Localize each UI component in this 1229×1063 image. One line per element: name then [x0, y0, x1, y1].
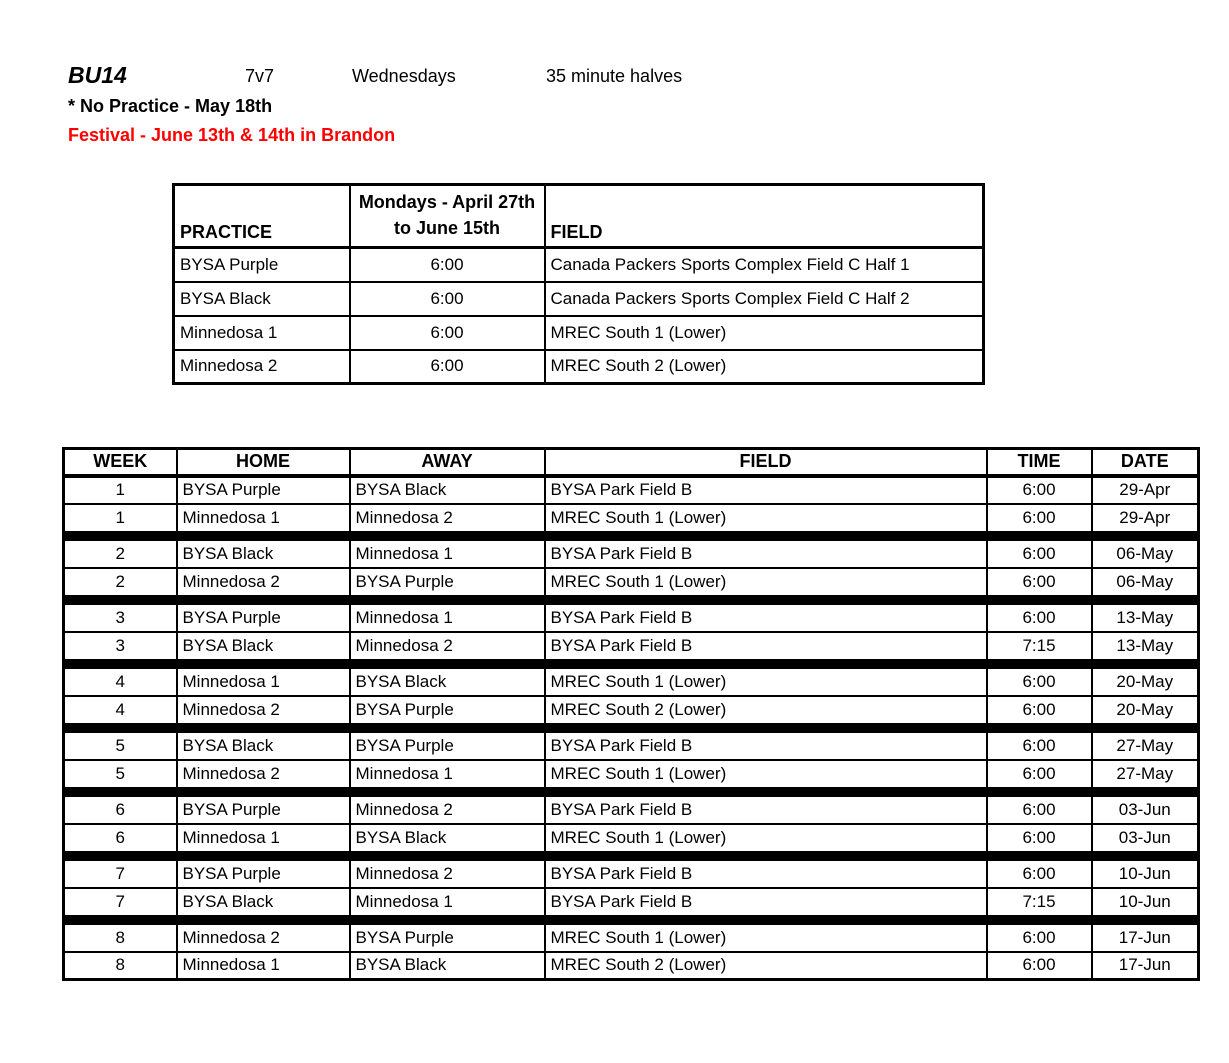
- home-cell: Minnedosa 1: [177, 952, 350, 980]
- away-cell: Minnedosa 2: [350, 860, 545, 888]
- practice-team-cell: Minnedosa 2: [174, 350, 350, 384]
- field-cell: MREC South 1 (Lower): [545, 568, 987, 596]
- practice-header-schedule: Mondays - April 27th to June 15th: [350, 185, 545, 248]
- format-label: 7v7: [245, 66, 275, 86]
- away-cell: BYSA Black: [350, 668, 545, 696]
- time-cell: 6:00: [987, 540, 1092, 568]
- practice-table-body: [174, 248, 984, 384]
- schedule-row: [64, 568, 1199, 596]
- week-separator: [64, 852, 1199, 860]
- date-cell: 27-May: [1092, 732, 1199, 760]
- away-cell: Minnedosa 1: [350, 888, 545, 916]
- time-cell: 6:00: [987, 952, 1092, 980]
- date-cell: 17-Jun: [1092, 924, 1199, 952]
- field-cell: MREC South 1 (Lower): [545, 668, 987, 696]
- practice-team-cell: Minnedosa 1: [174, 316, 350, 350]
- week-cell: 4: [64, 668, 177, 696]
- schedule-header-time: TIME: [987, 449, 1092, 476]
- week-cell: 3: [64, 604, 177, 632]
- date-cell: 06-May: [1092, 568, 1199, 596]
- schedule-row: [64, 760, 1199, 788]
- time-cell: 6:00: [987, 824, 1092, 852]
- date-cell: 20-May: [1092, 696, 1199, 724]
- no-practice-note: * No Practice - May 18th: [68, 96, 273, 116]
- schedule-row: [64, 540, 1199, 568]
- home-cell: Minnedosa 1: [177, 504, 350, 532]
- schedule-header-away: AWAY: [350, 449, 545, 476]
- title-row: [68, 62, 828, 90]
- time-cell: 6:00: [987, 696, 1092, 724]
- schedule-row: [64, 952, 1199, 980]
- away-cell: Minnedosa 2: [350, 632, 545, 660]
- practice-time-cell: 6:00: [350, 316, 545, 350]
- game-day-label: Wednesdays: [352, 66, 456, 86]
- home-cell: Minnedosa 2: [177, 924, 350, 952]
- week-cell: 2: [64, 540, 177, 568]
- home-cell: BYSA Purple: [177, 476, 350, 504]
- home-cell: Minnedosa 1: [177, 824, 350, 852]
- schedule-row: [64, 604, 1199, 632]
- field-cell: BYSA Park Field B: [545, 604, 987, 632]
- time-cell: 6:00: [987, 860, 1092, 888]
- week-cell: 5: [64, 760, 177, 788]
- field-cell: BYSA Park Field B: [545, 540, 987, 568]
- week-cell: 5: [64, 732, 177, 760]
- field-cell: MREC South 1 (Lower): [545, 924, 987, 952]
- practice-row: [174, 282, 984, 316]
- week-cell: 3: [64, 632, 177, 660]
- date-cell: 03-Jun: [1092, 824, 1199, 852]
- field-cell: BYSA Park Field B: [545, 632, 987, 660]
- time-cell: 7:15: [987, 632, 1092, 660]
- practice-row: [174, 316, 984, 350]
- field-cell: MREC South 1 (Lower): [545, 760, 987, 788]
- week-cell: 2: [64, 568, 177, 596]
- away-cell: Minnedosa 1: [350, 760, 545, 788]
- date-cell: 10-Jun: [1092, 860, 1199, 888]
- date-cell: 29-Apr: [1092, 504, 1199, 532]
- week-separator: [64, 532, 1199, 540]
- home-cell: BYSA Black: [177, 632, 350, 660]
- schedule-header-field: FIELD: [545, 449, 987, 476]
- festival-note: Festival - June 13th & 14th in Brandon: [68, 125, 396, 145]
- away-cell: BYSA Black: [350, 824, 545, 852]
- week-cell: 6: [64, 824, 177, 852]
- date-cell: 13-May: [1092, 604, 1199, 632]
- practice-row: [174, 248, 984, 282]
- practice-team-cell: BYSA Black: [174, 282, 350, 316]
- practice-table: [172, 183, 985, 385]
- field-cell: BYSA Park Field B: [545, 796, 987, 824]
- practice-row: [174, 350, 984, 384]
- practice-header-team: PRACTICE: [174, 185, 350, 248]
- home-cell: Minnedosa 2: [177, 696, 350, 724]
- schedule-header-home: HOME: [177, 449, 350, 476]
- schedule-row: [64, 824, 1199, 852]
- date-cell: 29-Apr: [1092, 476, 1199, 504]
- field-cell: BYSA Park Field B: [545, 476, 987, 504]
- week-cell: 1: [64, 504, 177, 532]
- home-cell: BYSA Purple: [177, 604, 350, 632]
- week-cell: 8: [64, 924, 177, 952]
- time-cell: 6:00: [987, 568, 1092, 596]
- home-cell: BYSA Black: [177, 888, 350, 916]
- week-separator: [64, 660, 1199, 668]
- home-cell: BYSA Purple: [177, 860, 350, 888]
- home-cell: Minnedosa 2: [177, 760, 350, 788]
- home-cell: BYSA Black: [177, 732, 350, 760]
- time-cell: 6:00: [987, 924, 1092, 952]
- home-cell: Minnedosa 2: [177, 568, 350, 596]
- field-cell: MREC South 2 (Lower): [545, 952, 987, 980]
- time-cell: 7:15: [987, 888, 1092, 916]
- home-cell: Minnedosa 1: [177, 668, 350, 696]
- week-separator: [64, 596, 1199, 604]
- practice-time-cell: 6:00: [350, 282, 545, 316]
- practice-field-cell: MREC South 1 (Lower): [545, 316, 984, 350]
- week-separator-bar: [64, 852, 1199, 860]
- week-cell: 7: [64, 860, 177, 888]
- week-separator-bar: [64, 596, 1199, 604]
- week-separator: [64, 724, 1199, 732]
- week-separator-bar: [64, 724, 1199, 732]
- week-cell: 8: [64, 952, 177, 980]
- time-cell: 6:00: [987, 732, 1092, 760]
- week-separator-bar: [64, 788, 1199, 796]
- schedule-row: [64, 796, 1199, 824]
- field-cell: BYSA Park Field B: [545, 732, 987, 760]
- schedule-header-row: [64, 449, 1199, 476]
- away-cell: BYSA Purple: [350, 732, 545, 760]
- date-cell: 03-Jun: [1092, 796, 1199, 824]
- halves-label: 35 minute halves: [546, 66, 683, 86]
- week-separator: [64, 788, 1199, 796]
- practice-header-field: FIELD: [545, 185, 984, 248]
- away-cell: Minnedosa 1: [350, 540, 545, 568]
- week-separator-bar: [64, 532, 1199, 540]
- page-title: BU14: [68, 62, 127, 88]
- date-cell: 17-Jun: [1092, 952, 1199, 980]
- practice-field-cell: Canada Packers Sports Complex Field C Half 2: [545, 282, 984, 316]
- practice-header-row: [174, 185, 984, 248]
- date-cell: 06-May: [1092, 540, 1199, 568]
- schedule-row: [64, 632, 1199, 660]
- week-separator: [64, 916, 1199, 924]
- field-cell: BYSA Park Field B: [545, 860, 987, 888]
- practice-time-cell: 6:00: [350, 350, 545, 384]
- away-cell: BYSA Purple: [350, 568, 545, 596]
- schedule-table: [62, 447, 1200, 981]
- practice-field-cell: Canada Packers Sports Complex Field C Half 1: [545, 248, 984, 282]
- practice-time-cell: 6:00: [350, 248, 545, 282]
- time-cell: 6:00: [987, 668, 1092, 696]
- schedule-header-week: WEEK: [64, 449, 177, 476]
- time-cell: 6:00: [987, 504, 1092, 532]
- home-cell: BYSA Purple: [177, 796, 350, 824]
- week-separator-bar: [64, 916, 1199, 924]
- schedule-row: [64, 668, 1199, 696]
- week-separator-bar: [64, 660, 1199, 668]
- time-cell: 6:00: [987, 476, 1092, 504]
- week-cell: 1: [64, 476, 177, 504]
- practice-team-cell: BYSA Purple: [174, 248, 350, 282]
- week-cell: 7: [64, 888, 177, 916]
- away-cell: BYSA Purple: [350, 696, 545, 724]
- schedule-row: [64, 696, 1199, 724]
- away-cell: BYSA Black: [350, 952, 545, 980]
- schedule-row: [64, 860, 1199, 888]
- schedule-header-date: DATE: [1092, 449, 1199, 476]
- time-cell: 6:00: [987, 604, 1092, 632]
- date-cell: 13-May: [1092, 632, 1199, 660]
- home-cell: BYSA Black: [177, 540, 350, 568]
- away-cell: BYSA Purple: [350, 924, 545, 952]
- schedule-row: [64, 924, 1199, 952]
- practice-field-cell: MREC South 2 (Lower): [545, 350, 984, 384]
- schedule-row: [64, 732, 1199, 760]
- away-cell: Minnedosa 2: [350, 796, 545, 824]
- schedule-row: [64, 888, 1199, 916]
- field-cell: MREC South 1 (Lower): [545, 824, 987, 852]
- date-cell: 20-May: [1092, 668, 1199, 696]
- field-cell: MREC South 2 (Lower): [545, 696, 987, 724]
- away-cell: Minnedosa 1: [350, 604, 545, 632]
- field-cell: BYSA Park Field B: [545, 888, 987, 916]
- field-cell: MREC South 1 (Lower): [545, 504, 987, 532]
- schedule-table-body: [64, 476, 1199, 980]
- week-cell: 6: [64, 796, 177, 824]
- schedule-row: [64, 476, 1199, 504]
- time-cell: 6:00: [987, 760, 1092, 788]
- week-cell: 4: [64, 696, 177, 724]
- date-cell: 10-Jun: [1092, 888, 1199, 916]
- date-cell: 27-May: [1092, 760, 1199, 788]
- time-cell: 6:00: [987, 796, 1092, 824]
- schedule-row: [64, 504, 1199, 532]
- away-cell: BYSA Black: [350, 476, 545, 504]
- away-cell: Minnedosa 2: [350, 504, 545, 532]
